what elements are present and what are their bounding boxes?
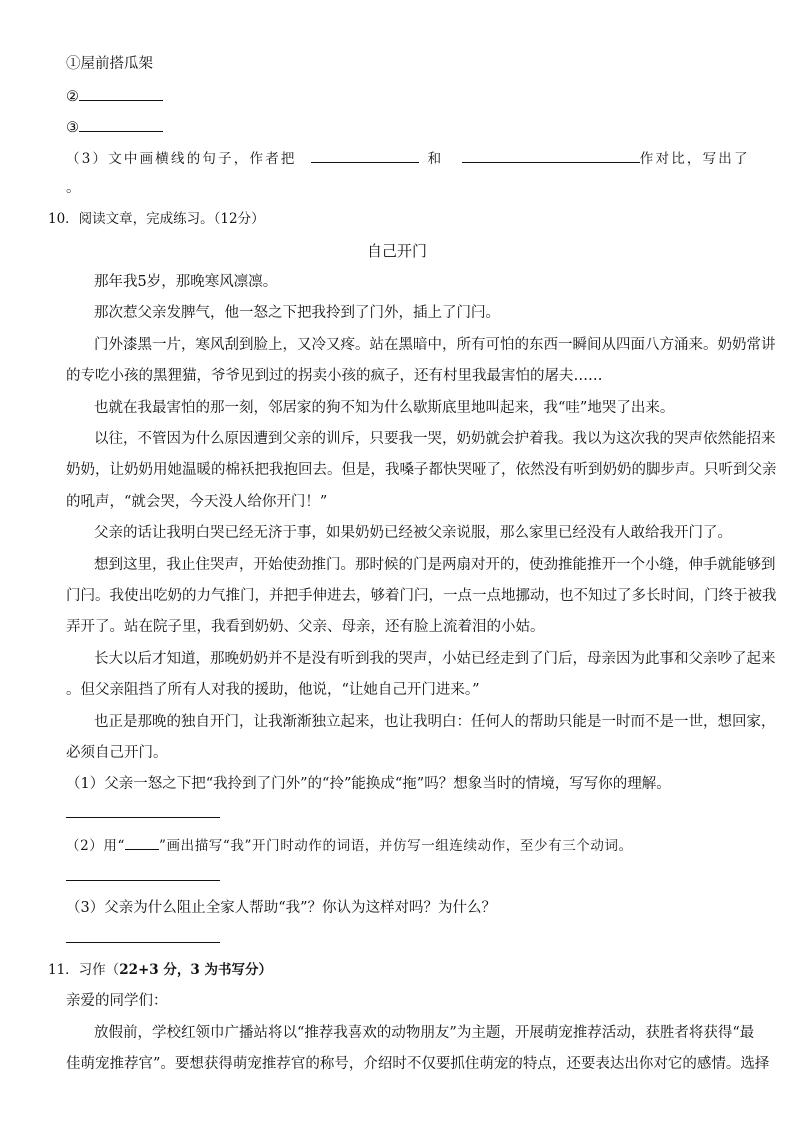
option-3	[66, 117, 163, 138]
q10-question-3: （3）父亲为什么阻止全家人帮助“我”？你认为这样对吗？为什么？	[66, 900, 497, 916]
q11-para-line-2: 佳萌宠推荐官”。要想获得萌宠推荐官的称号，介绍时不仅要抓住萌宠的特点，还要表达出你对它的感情。选择	[66, 1056, 770, 1072]
q9-3-line	[66, 148, 750, 169]
para-9-line-2: 必须自己开门。	[66, 745, 168, 761]
option-1: ①屋前搭瓜架	[66, 56, 153, 72]
para-7-line-3: 弄开了。站在院子里，我看到奶奶、父亲、母亲，还有脸上流着泪的小姑。	[66, 619, 545, 635]
q10-answer-line-1[interactable]	[66, 817, 220, 818]
q11-heading-num: 11．习作（	[48, 962, 120, 978]
q11-para-line-1: 放假前，学校红领巾广播站将以“推荐我喜欢的动物朋友”为主题，开展萌宠推荐活动，获胜者将获得“最	[94, 1025, 755, 1041]
para-8-line-1: 长大以后才知道，那晚奶奶并不是没有听到我的哭声，小姑已经走到了门后，母亲因为此事和父亲吵了起来	[94, 651, 776, 667]
q11-heading-score: 22+3 分，3 为书写分）	[119, 962, 272, 978]
para-9-line-1: 也正是那晚的独自开门，让我渐渐独立起来，也让我明白：任何人的帮助只能是一时而不是一世，想回家，	[94, 714, 776, 730]
para-4: 也就在我最害怕的那一刻，邻居家的狗不知为什么歇斯底里地叫起来，我“哇”地哭了出来。	[94, 400, 675, 416]
para-5-line-1: 以往，不管因为什么原因遭到父亲的训斥，只要我一哭，奶奶就会护着我。我以为这次我的哭声依然能招来	[94, 431, 776, 447]
q9-3-blank-2[interactable]	[462, 148, 640, 163]
option-2	[66, 86, 163, 107]
q9-3-part-c: 作对比，写出了	[639, 151, 750, 167]
option-2-label: ②	[66, 89, 79, 105]
para-3-line-1: 门外漆黑一片，寒风刮到脸上，又冷又疼。站在黑暗中，所有可怕的东西一瞬间从四面八方涌来。奶奶常讲	[94, 337, 776, 353]
option-2-blank[interactable]	[79, 86, 163, 101]
q10-question-2-a: （2）用“	[66, 838, 125, 854]
q10-answer-line-2[interactable]	[66, 880, 220, 881]
q10-question-2	[66, 835, 633, 856]
q11-heading	[48, 960, 272, 980]
q9-3-part-a: （3）文中画横线的句子，作者把	[66, 151, 297, 167]
q10-question-2-mark	[125, 835, 159, 850]
q9-3-part-b: 和	[427, 151, 444, 167]
q9-3-blank-1[interactable]	[311, 148, 419, 163]
para-5-line-2: 奶奶，让奶奶用她温暖的棉袄把我抱回去。但是，我嗓子都快哭哑了，依然没有听到奶奶的脚步声。只听到父亲	[66, 462, 777, 478]
option-3-blank[interactable]	[79, 117, 163, 132]
para-2: 那次惹父亲发脾气，他一怒之下把我拎到了门外，插上了门闩。	[94, 305, 500, 321]
q11-greeting: 亲爱的同学们：	[66, 993, 168, 1009]
q9-3-end: 。	[66, 180, 81, 196]
para-8-line-2: 。但父亲阻挡了所有人对我的援助，他说，“让她自己开门进来。”	[66, 682, 480, 698]
q10-question-1: （1）父亲一怒之下把“我拎到了门外”的“拎”能换成“拖”吗？想象当时的情境，写写你的理解。	[66, 776, 671, 792]
para-5-line-3: 的吼声，“就会哭，今天没人给你开门！”	[66, 494, 328, 510]
q10-answer-line-3[interactable]	[66, 942, 220, 943]
article-title: 自己开门	[366, 242, 427, 260]
para-7-line-1: 想到这里，我止住哭声，开始使劲推门。那时候的门是两扇对开的，使劲推能推开一个小缝，伸手就能够到	[94, 557, 776, 573]
para-3-line-2: 的专吃小孩的黑狸猫，爷爷见到过的拐卖小孩的疯子，还有村里我最害怕的屠夫……	[66, 368, 603, 384]
option-3-label: ③	[66, 120, 79, 136]
q10-heading: 10．阅读文章，完成练习。（12分）	[48, 211, 265, 227]
para-6: 父亲的话让我明白哭已经无济于事，如果奶奶已经被父亲说服，那么家里已经没有人敢给我开门了。	[94, 525, 732, 541]
para-1: 那年我5岁，那晚寒风凛凛。	[94, 274, 278, 290]
q10-question-2-b: ”画出描写“我”开门时动作的词语，并仿写一组连续动作，至少有三个动词。	[159, 838, 633, 854]
para-7-line-2: 门闩。我使出吃奶的力气推门，并把手伸进去，够着门闩，一点一点地挪动，也不知过了多长时间，门终于被我	[66, 588, 777, 604]
